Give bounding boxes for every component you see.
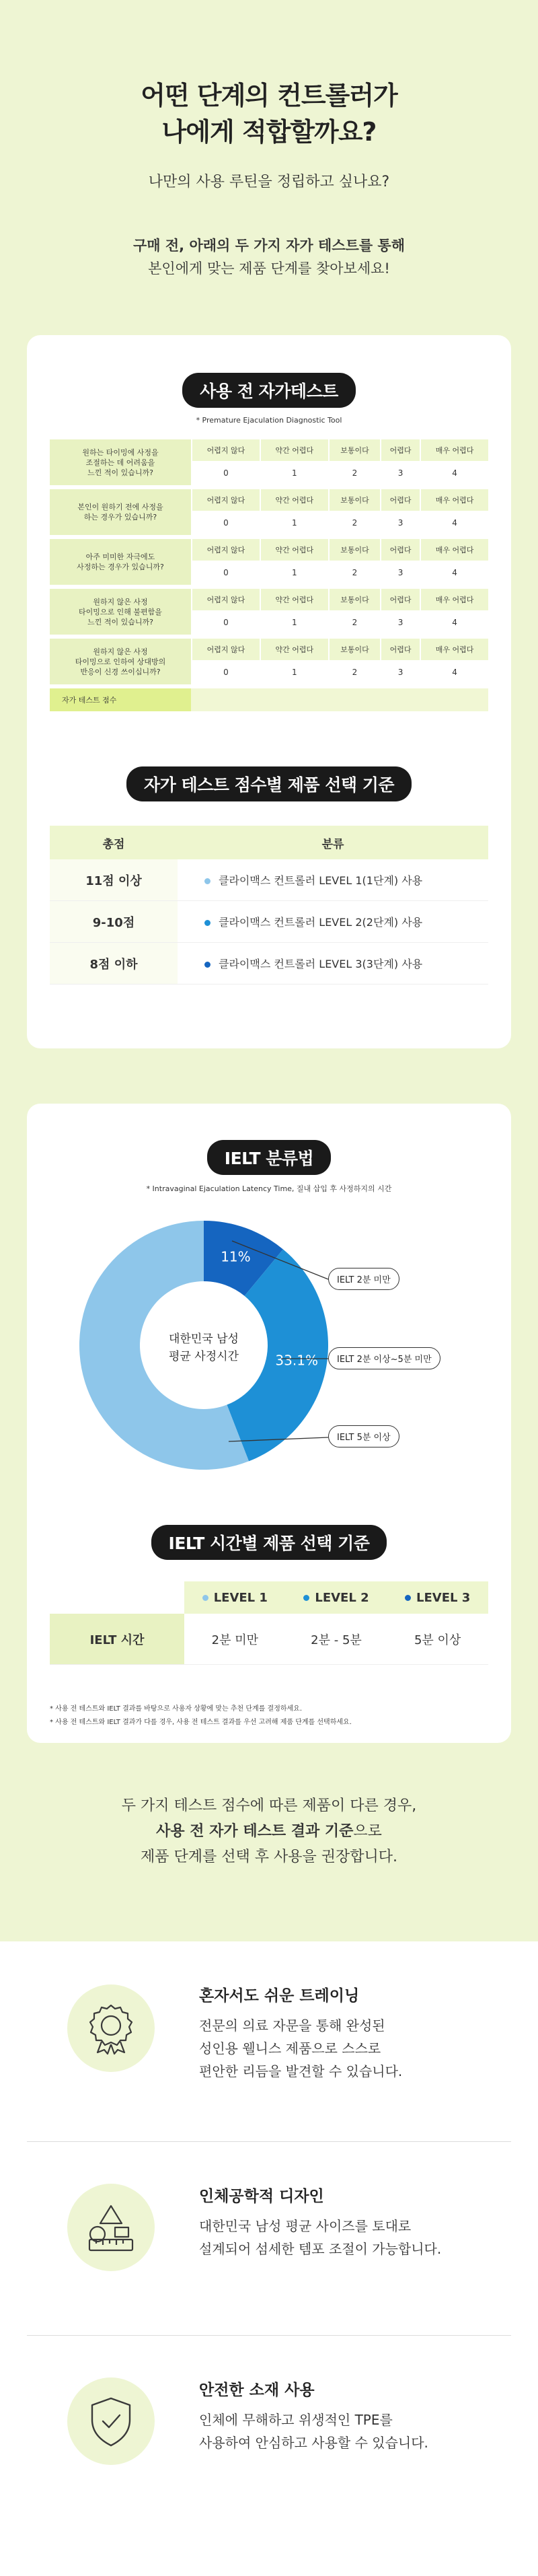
- criteria-col-class: 분류: [178, 826, 488, 859]
- level-dot-icon: [202, 1595, 208, 1601]
- answer-score: 0: [191, 461, 260, 485]
- answer-label: 어렵다: [380, 439, 420, 461]
- feature-desc-line: 대한민국 남성 평균 사이즈를 토대로: [199, 2218, 412, 2234]
- answer-label: 어렵지 않다: [191, 639, 260, 660]
- answer-score: 1: [260, 660, 328, 684]
- closing-text: [0, 1793, 538, 1870]
- answer-label: 약간 어렵다: [260, 589, 328, 610]
- answer-score: 1: [260, 610, 328, 635]
- score-sum-value: [191, 688, 488, 711]
- intro-line-2: 본인에게 맞는 제품 단계를 찾아보세요!: [148, 260, 390, 277]
- ielt-header-blank: [50, 1581, 184, 1614]
- ergonomic-shapes-icon: [84, 2201, 138, 2254]
- criteria-col-total: 총점: [50, 826, 178, 859]
- ielt-row-label: IELT 시간: [50, 1614, 184, 1665]
- criteria-desc-cell: [178, 901, 488, 943]
- feature-item: [27, 2336, 511, 2515]
- callout-over-5: IELT 5분 이상: [328, 1425, 399, 1447]
- self-test-title: 사용 전 자가테스트: [182, 373, 356, 408]
- criteria-total: 8점 이하: [50, 943, 178, 985]
- level-dot-icon: [204, 920, 210, 926]
- answer-score: 3: [380, 561, 420, 585]
- ielt-level-3-header: [387, 1581, 488, 1614]
- donut-slice-label: 33.1%: [275, 1352, 318, 1369]
- answer-score: 4: [420, 660, 488, 684]
- feature-desc-line: 성인용 웰니스 제품으로 스스로: [199, 2040, 381, 2056]
- criteria-desc: 클라이맥스 컨트롤러 LEVEL 2(2단계) 사용: [219, 916, 423, 929]
- table-row: [50, 539, 488, 561]
- answer-score: 1: [260, 511, 328, 535]
- answer-label: 보통이다: [328, 639, 380, 660]
- answer-label: 보통이다: [328, 539, 380, 561]
- intro-text: [0, 234, 538, 280]
- callout-2-to-5: IELT 2분 이상~5분 미만: [328, 1347, 440, 1369]
- question-line: 원하지 않은 사정: [93, 647, 148, 656]
- answer-score: 2: [328, 660, 380, 684]
- ielt-value: 2분 - 5분: [286, 1614, 387, 1665]
- title-line-2: 나에게 적합할까요?: [161, 117, 377, 147]
- donut-slice-label: 11%: [221, 1248, 251, 1265]
- ielt-footnotes: [50, 1703, 488, 1729]
- score-sum-label: 자가 테스트 점수: [50, 688, 191, 711]
- feature-desc: [199, 2408, 428, 2454]
- answer-label: 어렵지 않다: [191, 439, 260, 461]
- feature-title: 혼자서도 쉬운 트레이닝: [199, 1987, 360, 2005]
- answer-label: 매우 어렵다: [420, 639, 488, 660]
- question-cell: [50, 439, 191, 485]
- answer-score: 1: [260, 461, 328, 485]
- ielt-criteria-table: [50, 1581, 488, 1665]
- level-dot-icon: [204, 878, 210, 884]
- answer-label: 어렵지 않다: [191, 489, 260, 511]
- donut-center-line-1: 대한민국 남성: [169, 1332, 239, 1346]
- criteria-desc-cell: [178, 943, 488, 985]
- level-dot-icon: [405, 1595, 411, 1601]
- answer-score: 4: [420, 610, 488, 635]
- feature-title: 인체공학적 디자인: [199, 2188, 324, 2205]
- question-line: 본인이 원하기 전에 사정을: [77, 503, 163, 511]
- answer-score: 2: [328, 461, 380, 485]
- level-label: LEVEL 1: [213, 1590, 268, 1605]
- self-test-table: [50, 439, 488, 711]
- intro-line-1: 구매 전, 아래의 두 가지 자가 테스트를 통해: [132, 238, 405, 254]
- question-line: 반응이 신경 쓰이십니까?: [80, 667, 161, 676]
- answer-label: 약간 어렵다: [260, 439, 328, 461]
- answer-label: 어렵다: [380, 489, 420, 511]
- answer-label: 약간 어렵다: [260, 489, 328, 511]
- answer-label: 매우 어렵다: [420, 539, 488, 561]
- self-test-note: * Premature Ejaculation Diagnostic Tool: [196, 416, 342, 425]
- ielt-level-2-header: [286, 1581, 387, 1614]
- answer-score: 0: [191, 561, 260, 585]
- feature-title: 안전한 소재 사용: [199, 2382, 315, 2399]
- answer-label: 매우 어렵다: [420, 589, 488, 610]
- answer-label: 어렵다: [380, 639, 420, 660]
- answer-score: 2: [328, 511, 380, 535]
- page-subtitle: 나만의 사용 루틴을 정립하고 싶나요?: [148, 174, 390, 190]
- answer-score: 4: [420, 561, 488, 585]
- ielt-level-1-header: [184, 1581, 286, 1614]
- answer-score: 2: [328, 610, 380, 635]
- closing-rest: 으로: [353, 1823, 382, 1840]
- feature-icon-circle: [67, 2377, 155, 2465]
- table-row: [50, 1614, 488, 1665]
- criteria-total: 11점 이상: [50, 859, 178, 901]
- level-label: LEVEL 2: [315, 1590, 369, 1605]
- answer-score: 0: [191, 610, 260, 635]
- answer-label: 매우 어렵다: [420, 489, 488, 511]
- title-line-1: 어떤 단계의 컨트롤러가: [141, 81, 397, 110]
- question-line: 사정하는 경우가 있습니까?: [77, 563, 164, 571]
- self-test-card: [27, 335, 511, 1048]
- feature-icon-circle: [67, 2184, 155, 2271]
- criteria-total: 9-10점: [50, 901, 178, 943]
- answer-score: 0: [191, 511, 260, 535]
- question-line: 조절하는 데 어려움을: [85, 458, 155, 467]
- criteria-table: [50, 826, 488, 985]
- feature-desc-line: 편안한 리듬을 발견할 수 있습니다.: [199, 2063, 403, 2079]
- answer-score: 1: [260, 561, 328, 585]
- callout-under-2: IELT 2분 미만: [328, 1268, 399, 1290]
- feature-desc-line: 인체에 무해하고 위생적인 TPE를: [199, 2412, 393, 2428]
- question-cell: [50, 539, 191, 585]
- ielt-criteria-title: IELT 시간별 제품 선택 기준: [151, 1525, 387, 1560]
- shield-check-icon: [84, 2394, 138, 2448]
- footnote: * 사용 전 테스트와 IELT 결과를 바탕으로 사용자 상황에 맞는 추천 단계를 결정하세요.: [50, 1705, 303, 1713]
- ielt-value: 5분 이상: [387, 1614, 488, 1665]
- ielt-title: IELT 분류법: [207, 1140, 331, 1175]
- table-row: [50, 688, 488, 711]
- criteria-desc: 클라이맥스 컨트롤러 LEVEL 1(1단계) 사용: [219, 874, 423, 887]
- question-cell: [50, 489, 191, 535]
- answer-label: 보통이다: [328, 589, 380, 610]
- answer-score: 4: [420, 511, 488, 535]
- ielt-note: * Intravaginal Ejaculation Latency Time, 질내 삽입 후 사정하지의 시간: [146, 1184, 392, 1193]
- criteria-desc: 클라이맥스 컨트롤러 LEVEL 3(3단계) 사용: [219, 958, 423, 970]
- feature-desc-line: 전문의 의료 자문을 통해 완성된: [199, 2017, 385, 2034]
- answer-label: 어렵다: [380, 539, 420, 561]
- closing-bold: 사용 전 자가 테스트 결과 기준: [156, 1823, 354, 1840]
- table-row: [50, 639, 488, 660]
- feature-item: [27, 2142, 511, 2321]
- table-row: [50, 439, 488, 461]
- question-line: 아주 미미한 자극에도: [85, 552, 155, 561]
- answer-label: 보통이다: [328, 489, 380, 511]
- answer-label: 어렵다: [380, 589, 420, 610]
- feature-item: [27, 1941, 511, 2120]
- feature-desc-line: 설계되어 섬세한 템포 조절이 가능합니다.: [199, 2241, 442, 2257]
- question-cell: [50, 639, 191, 684]
- criteria-title: 자가 테스트 점수별 제품 선택 기준: [126, 766, 412, 801]
- closing-line-2: [0, 1819, 538, 1845]
- level-dot-icon: [204, 962, 210, 968]
- ielt-donut-chart: [27, 1214, 511, 1503]
- answer-label: 약간 어렵다: [260, 639, 328, 660]
- question-line: 원하는 타이밍에 사정을: [82, 448, 159, 457]
- answer-score: 3: [380, 511, 420, 535]
- answer-score: 3: [380, 461, 420, 485]
- answer-score: 2: [328, 561, 380, 585]
- table-row: [50, 489, 488, 511]
- closing-line-3: 제품 단계를 선택 후 사용을 권장합니다.: [141, 1849, 397, 1865]
- footnote: * 사용 전 테스트와 IELT 결과가 다를 경우, 사용 전 테스트 결과를 우선 고려해 제품 단계를 선택하세요.: [50, 1719, 352, 1726]
- criteria-desc-cell: [178, 859, 488, 901]
- table-row: [50, 859, 488, 901]
- answer-score: 0: [191, 660, 260, 684]
- question-line: 하는 경우가 있습니까?: [83, 513, 157, 522]
- badge-icon: [84, 2001, 138, 2055]
- table-row: [50, 589, 488, 610]
- answer-label: 어렵지 않다: [191, 589, 260, 610]
- feature-desc: [199, 2215, 441, 2260]
- question-line: 타이밍으로 인하여 상대방의: [75, 657, 166, 666]
- answer-label: 매우 어렵다: [420, 439, 488, 461]
- question-line: 느낀 적이 있습니까?: [87, 468, 153, 477]
- page-title: [0, 77, 538, 150]
- question-line: 타이밍으로 인해 불편함을: [79, 607, 162, 616]
- question-line: 느낀 적이 있습니까?: [87, 617, 153, 627]
- level-dot-icon: [303, 1595, 309, 1601]
- table-row: [50, 943, 488, 985]
- table-row: [50, 901, 488, 943]
- question-line: 원하지 않은 사정: [93, 597, 148, 606]
- ielt-value: 2분 미만: [184, 1614, 286, 1665]
- feature-icon-circle: [67, 1984, 155, 2072]
- feature-desc: [199, 2014, 402, 2083]
- answer-score: 4: [420, 461, 488, 485]
- answer-label: 약간 어렵다: [260, 539, 328, 561]
- answer-score: 3: [380, 660, 420, 684]
- question-cell: [50, 589, 191, 635]
- ielt-card: [27, 1104, 511, 1743]
- closing-line-1: 두 가지 테스트 점수에 따른 제품이 다른 경우,: [121, 1797, 417, 1814]
- feature-desc-line: 사용하여 안심하고 사용할 수 있습니다.: [199, 2435, 428, 2451]
- answer-label: 어렵지 않다: [191, 539, 260, 561]
- donut-center-line-2: 평균 사정시간: [169, 1350, 239, 1363]
- level-label: LEVEL 3: [416, 1590, 471, 1605]
- answer-label: 보통이다: [328, 439, 380, 461]
- answer-score: 3: [380, 610, 420, 635]
